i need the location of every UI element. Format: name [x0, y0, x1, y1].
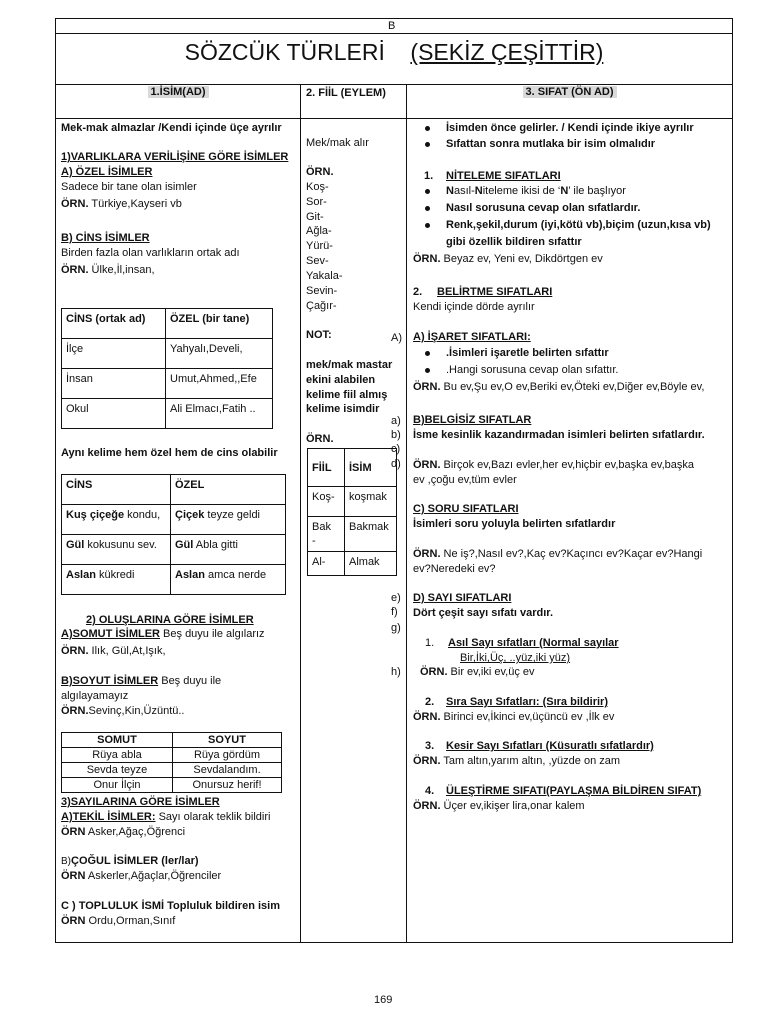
bullet-icon — [425, 223, 430, 228]
soru-heading: C) SORU SIFATLARI — [413, 503, 519, 515]
tekil-example: ÖRN Asker,Ağaç,Öğrenci — [61, 826, 186, 838]
fiil-note-line: kelime fiil almış — [306, 389, 388, 401]
somut-soyut-table: SOMUT SOYUT Rüya abla Rüya gördüm Sevda teyze Sevdalandım. Onur İlçin Onursuz herif! — [61, 732, 282, 793]
frame-left — [55, 18, 56, 943]
niteleme-point-3: Renk,şekil,durum (iyi,kötü vb),biçim (uzun,kısa vb) — [446, 219, 711, 231]
bullet-icon — [425, 126, 430, 131]
title-main: SÖZCÜK TÜRLERİ — [184, 39, 385, 65]
kesir-example: ÖRN. Tam altın,yarım altın, ,yüzde on zam — [413, 755, 621, 767]
table-row: İnsan Umut,Ahmed,,Efe — [62, 369, 273, 399]
list-letter: b) — [391, 429, 401, 441]
ulestirme-example: ÖRN. Üçer ev,ikişer lira,onar kalem — [413, 800, 585, 812]
frame-bottom — [55, 942, 733, 943]
soyut-isimler: B)SOYUT İSİMLER Beş duyu ile — [61, 675, 222, 687]
table-row: Sevda teyze Sevdalandım. — [62, 763, 282, 778]
table-row: Al- Almak — [308, 552, 397, 576]
belirtme-number: 2. — [413, 286, 423, 298]
list-letter: a) — [391, 415, 401, 427]
isim-section-1: 1)VARLIKLARA VERİLİŞİNE GÖRE İSİMLER — [61, 151, 289, 163]
bullet-icon — [425, 368, 430, 373]
isaret-point-2: .Hangi sorusuna cevap olan sıfattır. — [446, 364, 619, 376]
frame-header-bottom — [55, 118, 733, 119]
list-letter: f) — [391, 606, 398, 618]
fiil-example-label-2: ÖRN. — [306, 433, 334, 445]
fiil-example: Çağır- — [306, 300, 337, 312]
isim-section-2: 2) OLUŞLARINA GÖRE İSİMLER — [86, 614, 254, 626]
soyut-desc-2: algılayamayız — [61, 690, 129, 702]
same-word-note: Aynı kelime hem özel hem de cins olabilir — [61, 447, 278, 459]
niteleme-point-2: Nasıl sorusuna cevap olan sıfatlardır. — [446, 202, 641, 214]
table-header: ÖZEL (bir tane) — [166, 309, 273, 339]
list-letter: c) — [391, 443, 401, 455]
niteleme-number: 1. — [424, 170, 434, 182]
page-number: 169 — [374, 994, 393, 1006]
soyut-example: ÖRN.Sevinç,Kin,Üzüntü.. — [61, 705, 185, 717]
table-row: Onur İlçin Onursuz herif! — [62, 778, 282, 793]
belirtme-heading: BELİRTME SIFATLARI — [437, 286, 553, 298]
belgisiz-desc: İsme kesinlik kazandırmadan isimleri belirten sıfatlardır. — [413, 429, 705, 441]
list-letter: d) — [391, 458, 401, 470]
column-divider-2 — [406, 84, 407, 943]
cins-ozel-table — [61, 308, 273, 429]
list-letter: g) — [391, 622, 401, 634]
bullet-icon — [425, 351, 430, 356]
list-letter: h) — [391, 666, 401, 678]
ulestirme-number: 4. — [425, 785, 435, 797]
kesir-number: 3. — [425, 740, 435, 752]
topluluk-example: ÖRN Ordu,Orman,Sınıf — [61, 915, 176, 927]
fiil-example: Git- — [306, 211, 324, 223]
cins-isimler-heading: B) CİNS İSİMLER — [61, 232, 150, 244]
asil-example: ÖRN. Bir ev,iki ev,üç ev — [420, 666, 535, 678]
belgisiz-example: ÖRN. Birçok ev,Bazı evler,her ev,hiçbir ev,başka ev,başka — [413, 459, 695, 471]
isim-section-3: 3)SAYILARINA GÖRE İSİMLER — [61, 796, 220, 808]
soru-example-2: ev?Neredeki ev? — [413, 563, 496, 575]
fiil-example: Yürü- — [306, 240, 333, 252]
table-row: Bak - Bakmak — [308, 517, 397, 552]
fiil-note-label: NOT: — [306, 329, 332, 341]
ozel-isimler-desc: Sadece bir tane olan isimler — [61, 181, 197, 193]
niteleme-point-1: Nasıl-Niteleme ikisi de ‘N’ ile başlıyor — [446, 185, 626, 197]
cins-isimler-example: ÖRN. Ülke,İl,insan, — [61, 264, 155, 276]
sira-number: 2. — [425, 696, 435, 708]
sira-example: ÖRN. Birinci ev,İkinci ev,üçüncü ev ,İlk ev — [413, 711, 615, 723]
table-row: Gül kokusunu sev. Gül Abla gitti — [62, 535, 286, 565]
column-header-fiil: 2. FİİL (EYLEM) — [306, 87, 386, 99]
fiil-note-line: ekini alabilen — [306, 374, 376, 386]
belgisiz-heading: B)BELGİSİZ SIFATLAR — [413, 414, 532, 426]
ulestirme-heading: ÜLEŞTİRME SIFATI(PAYLAŞMA BİLDİREN SIFAT) — [446, 785, 702, 797]
niteleme-heading: NİTELEME SIFATLARI — [446, 170, 561, 182]
isaret-point-1: .İsimleri işaretle belirten sıfattır — [446, 347, 609, 359]
asil-sub: Bir,İki,Üç, ..yüz,iki yüz) — [460, 652, 571, 664]
niteleme-point-3b: gibi özellik bildiren sıfattır — [446, 236, 582, 248]
tekil-isimler: A)TEKİL İSİMLER: Sayı olarak teklik bildiri — [61, 811, 271, 823]
asil-heading: Asıl Sayı sıfatları (Normal sayılar — [448, 637, 619, 649]
column-divider-1 — [300, 84, 301, 943]
fiil-example-label: ÖRN. — [306, 166, 334, 178]
table-row: İlçe Yahyalı,Develi, — [62, 339, 273, 369]
soru-example: ÖRN. Ne iş?,Nasıl ev?,Kaç ev?Kaçıncı ev?Kaçar ev?Hangi — [413, 548, 703, 560]
sifat-point-1: İsimden önce gelirler. / Kendi içinde ikiye ayrılır — [446, 122, 694, 134]
fiil-note-line: mek/mak mastar — [306, 359, 393, 371]
table-header: CİNS (ortak ad) — [62, 309, 166, 339]
asil-number: 1. — [425, 637, 435, 649]
belirtme-desc: Kendi içinde dörde ayrılır — [413, 301, 535, 313]
isaret-example: ÖRN. Bu ev,Şu ev,O ev,Beriki ev,Öteki ev,Diğer ev,Böyle ev, — [413, 381, 705, 393]
topluluk-isim: C ) TOPLULUK İSMİ Topluluk bildiren isim — [61, 900, 280, 912]
top-letter: B — [388, 20, 396, 32]
fiil-example: Yakala- — [306, 270, 343, 282]
frame-header-top — [55, 84, 733, 85]
bullet-icon — [425, 206, 430, 211]
list-letter: e) — [391, 592, 401, 604]
sayi-desc: Dört çeşit sayı sıfatı vardır. — [413, 607, 554, 619]
sira-heading: Sıra Sayı Sıfatları: (Sıra bildirir) — [446, 696, 608, 708]
cins-isimler-desc: Birden fazla olan varlıkların ortak adı — [61, 247, 240, 259]
title-paren: (SEKİZ ÇEŞİTTİR) — [410, 39, 604, 65]
page-title — [56, 36, 732, 68]
kesir-heading: Kesir Sayı Sıfatları (Küsuratlı sıfatlardır) — [446, 740, 654, 752]
fiil-example: Sor- — [306, 196, 327, 208]
bullet-icon — [425, 189, 430, 194]
sayi-heading: D) SAYI SIFATLARI — [413, 592, 512, 604]
belgisiz-example-2: ev ,çoğu ev,tüm evler — [413, 474, 517, 486]
table-row: Aslan kükredi Aslan amca nerde — [62, 565, 286, 595]
fiil-example: Koş- — [306, 181, 329, 193]
niteleme-example: ÖRN. Beyaz ev, Yeni ev, Dikdörtgen ev — [413, 253, 603, 265]
fiil-intro: Mek/mak alır — [306, 137, 369, 149]
cogul-example: ÖRN Askerler,Ağaçlar,Öğrenciler — [61, 870, 222, 882]
list-letter: A) — [391, 332, 402, 344]
column-header-isim: 1.İSİM(AD) — [56, 86, 300, 98]
soru-desc: İsimleri soru yoluyla belirten sıfatlardır — [413, 518, 616, 530]
bullet-icon — [425, 142, 430, 147]
cogul-isimler: B)ÇOĞUL İSİMLER (ler/lar) — [61, 855, 199, 867]
fiil-example: Ağla- — [306, 225, 332, 237]
frame-right — [732, 18, 733, 943]
table-row: Kuş çiçeğe kondu, Çiçek teyze geldi — [62, 505, 286, 535]
fiil-example: Sevin- — [306, 285, 338, 297]
somut-isimler: A)SOMUT İSİMLER Beş duyu ile algılarız — [61, 628, 265, 640]
isim-intro: Mek-mak almazlar /Kendi içinde üçe ayrılır — [61, 122, 282, 134]
somut-example: ÖRN. Ilık, Gül,At,Işık, — [61, 645, 166, 657]
fiil-note-line: kelime isimdir — [306, 403, 380, 415]
table-row: Okul Ali Elmacı,Fatih .. — [62, 399, 273, 429]
table-row: Rüya abla Rüya gördüm — [62, 748, 282, 763]
fiil-example: Sev- — [306, 255, 329, 267]
column-header-sifat: 3. SIFAT (ÖN AD) — [407, 86, 732, 98]
fiil-isim-table: FİİL İSİM Koş- koşmak Bak - Bakmak Al- Almak — [307, 448, 397, 576]
sifat-point-2: Sıfattan sonra mutlaka bir isim olmalıdır — [446, 138, 656, 150]
cins-ozel-example-table: CİNS ÖZEL Kuş çiçeğe kondu, Çiçek teyze geldi Gül kokusunu sev. Gül Abla gitti Aslan kükredi Aslan amca nerde — [61, 474, 286, 595]
isaret-heading: A) İŞARET SIFATLARI: — [413, 331, 531, 343]
ozel-isimler-example: ÖRN. Türkiye,Kayseri vb — [61, 198, 182, 210]
frame-title-top — [55, 33, 733, 34]
table-row: Koş- koşmak — [308, 487, 397, 517]
ozel-isimler-heading: A) ÖZEL İSİMLER — [61, 166, 153, 178]
